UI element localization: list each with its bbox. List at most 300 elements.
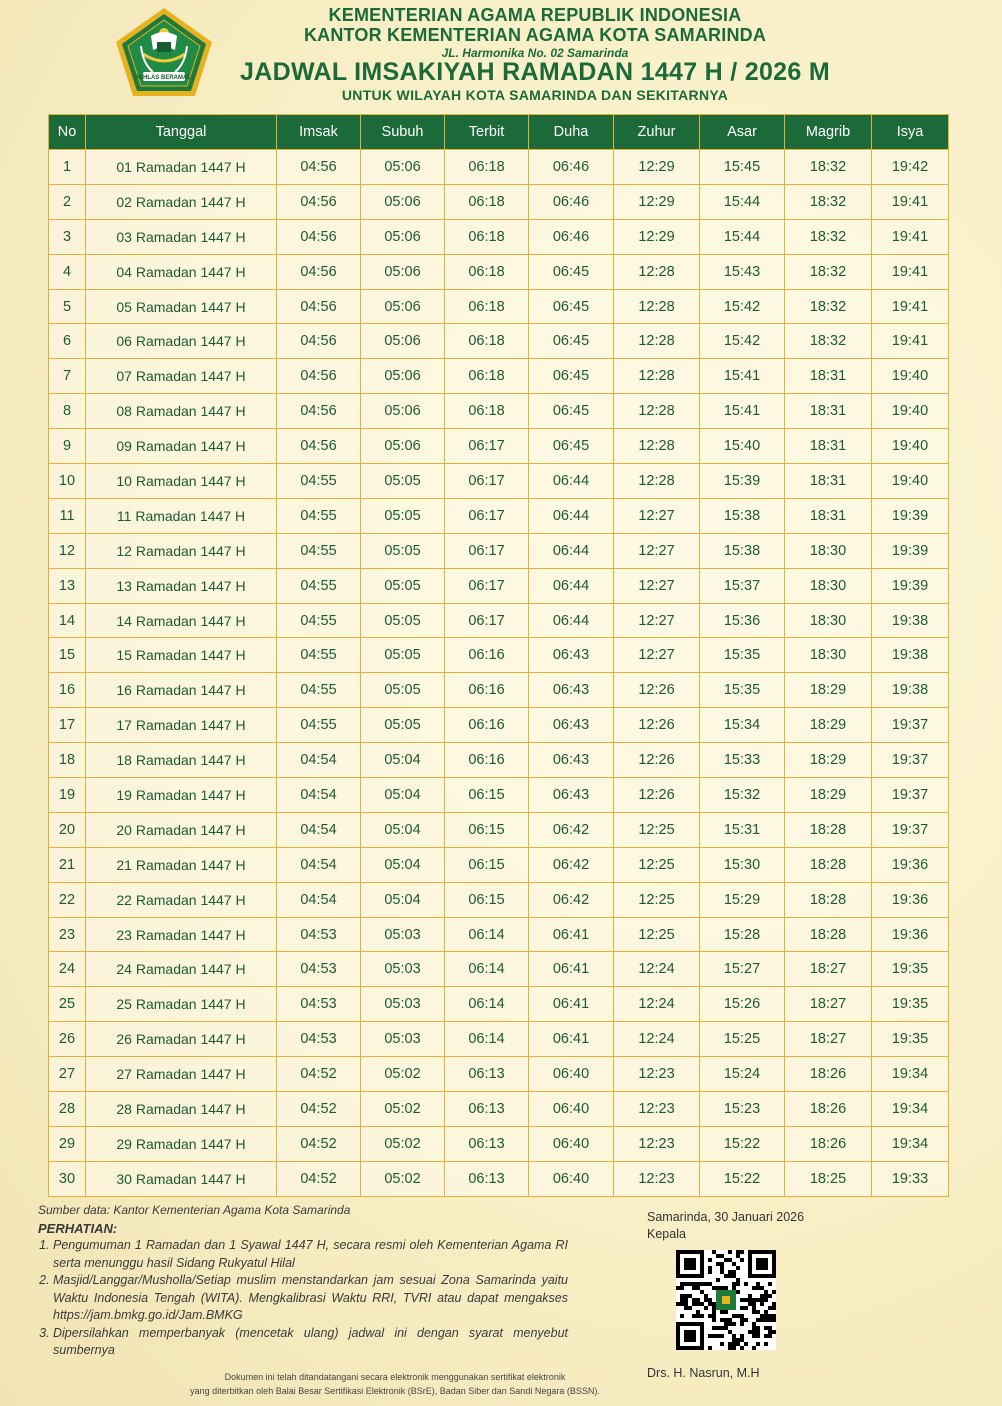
table-cell: 19:35: [872, 1022, 949, 1057]
table-cell: 18:30: [785, 533, 872, 568]
table-cell: 06:15: [445, 812, 529, 847]
table-cell: 28: [49, 1092, 86, 1127]
table-cell: 12:25: [614, 812, 700, 847]
table-row: [49, 150, 949, 185]
table-cell: 18:27: [785, 987, 872, 1022]
table-row: [49, 987, 949, 1022]
table-row: [49, 708, 949, 743]
table-cell: 18:28: [785, 882, 872, 917]
table-cell: 12:28: [614, 324, 700, 359]
table-cell: 06:43: [529, 743, 614, 778]
table-row: [49, 429, 949, 464]
table-cell: 19:36: [872, 882, 949, 917]
note-item: 3. Dipersilahkan memperbanyak (mencetak ulang) jadwal ini dengan syarat menyebut sumbernya: [53, 1325, 568, 1360]
table-cell: 18:30: [785, 603, 872, 638]
table-cell: 30 Ramadan 1447 H: [86, 1161, 277, 1196]
table-cell: 18:31: [785, 359, 872, 394]
notes-heading: PERHATIAN:: [38, 1220, 118, 1236]
table-cell: 05:06: [361, 429, 445, 464]
table-cell: 06:45: [529, 359, 614, 394]
table-cell: 15:44: [700, 219, 785, 254]
table-cell: 19:34: [872, 1092, 949, 1127]
table-cell: 19:37: [872, 812, 949, 847]
table-cell: 22 Ramadan 1447 H: [86, 882, 277, 917]
table-row: [49, 359, 949, 394]
table-row: [49, 812, 949, 847]
table-cell: 15:33: [700, 743, 785, 778]
schedule-subtitle: UNTUK WILAYAH KOTA SAMARINDA DAN SEKITARNYA: [341, 87, 729, 103]
table-cell: 26: [49, 1022, 86, 1057]
table-cell: 15:31: [700, 812, 785, 847]
table-cell: 18:32: [785, 254, 872, 289]
table-cell: 05 Ramadan 1447 H: [86, 289, 277, 324]
table-cell: 14 Ramadan 1447 H: [86, 603, 277, 638]
table-cell: 06:18: [445, 394, 529, 429]
table-cell: 12:28: [614, 464, 700, 499]
table-cell: 18:31: [785, 429, 872, 464]
column-header: Asar: [700, 115, 785, 150]
ministry-name: KEMENTERIAN AGAMA REPUBLIK INDONESIA: [328, 5, 742, 25]
table-row: [49, 219, 949, 254]
table-cell: 05:03: [361, 1022, 445, 1057]
table-cell: 04:56: [277, 359, 361, 394]
table-cell: 06:44: [529, 603, 614, 638]
table-cell: 06:14: [445, 1022, 529, 1057]
table-cell: 06:41: [529, 987, 614, 1022]
table-cell: 13 Ramadan 1447 H: [86, 568, 277, 603]
table-cell: 28 Ramadan 1447 H: [86, 1092, 277, 1127]
table-cell: 06:45: [529, 429, 614, 464]
table-cell: 23 Ramadan 1447 H: [86, 917, 277, 952]
table-cell: 04:53: [277, 1022, 361, 1057]
table-cell: 19:38: [872, 638, 949, 673]
table-cell: 05:05: [361, 708, 445, 743]
table-cell: 19:40: [872, 359, 949, 394]
table-cell: 04:55: [277, 464, 361, 499]
table-cell: 15:37: [700, 568, 785, 603]
column-header: Magrib: [785, 115, 872, 150]
table-cell: 15:42: [700, 324, 785, 359]
table-row: [49, 289, 949, 324]
table-cell: 18:30: [785, 568, 872, 603]
table-cell: 05:03: [361, 917, 445, 952]
table-cell: 06:17: [445, 429, 529, 464]
table-cell: 19:41: [872, 254, 949, 289]
table-cell: 05:05: [361, 568, 445, 603]
table-cell: 18:29: [785, 743, 872, 778]
table-cell: 18:26: [785, 1057, 872, 1092]
table-cell: 12:25: [614, 847, 700, 882]
table-cell: 06:45: [529, 289, 614, 324]
table-cell: 19:39: [872, 498, 949, 533]
table-cell: 19:34: [872, 1057, 949, 1092]
table-cell: 19:36: [872, 917, 949, 952]
table-cell: 18:32: [785, 289, 872, 324]
table-cell: 18:28: [785, 812, 872, 847]
table-cell: 08 Ramadan 1447 H: [86, 394, 277, 429]
table-cell: 18:29: [785, 673, 872, 708]
table-cell: 6: [49, 324, 86, 359]
table-cell: 05:04: [361, 882, 445, 917]
table-cell: 06:14: [445, 952, 529, 987]
table-cell: 05:06: [361, 289, 445, 324]
table-cell: 15:22: [700, 1161, 785, 1196]
table-row: [49, 847, 949, 882]
table-cell: 12:26: [614, 708, 700, 743]
table-cell: 15:30: [700, 847, 785, 882]
table-cell: 06:43: [529, 638, 614, 673]
table-cell: 12:28: [614, 359, 700, 394]
office-address: JL. Harmonika No. 02 Samarinda: [441, 46, 629, 60]
kemenag-logo: [113, 6, 215, 98]
table-cell: 18:28: [785, 917, 872, 952]
table-cell: 16: [49, 673, 86, 708]
table-cell: 12:28: [614, 429, 700, 464]
table-cell: 07 Ramadan 1447 H: [86, 359, 277, 394]
table-cell: 12:28: [614, 394, 700, 429]
table-cell: 06:41: [529, 1022, 614, 1057]
schedule-title: JADWAL IMSAKIYAH RAMADAN 1447 H / 2026 M: [240, 58, 830, 86]
logo-motto: IKHLAS BERAMAL: [137, 75, 191, 81]
table-cell: 26 Ramadan 1447 H: [86, 1022, 277, 1057]
table-cell: 04:56: [277, 219, 361, 254]
table-cell: 06:16: [445, 708, 529, 743]
table-cell: 06 Ramadan 1447 H: [86, 324, 277, 359]
table-header-row: [49, 115, 949, 150]
table-cell: 04:56: [277, 394, 361, 429]
table-cell: 04:52: [277, 1161, 361, 1196]
table-cell: 06:13: [445, 1161, 529, 1196]
table-cell: 10: [49, 464, 86, 499]
table-cell: 9: [49, 429, 86, 464]
table-cell: 04:53: [277, 987, 361, 1022]
table-row: [49, 673, 949, 708]
table-cell: 19:41: [872, 324, 949, 359]
column-header: Imsak: [277, 115, 361, 150]
table-cell: 12:23: [614, 1057, 700, 1092]
table-cell: 06:13: [445, 1092, 529, 1127]
table-cell: 30: [49, 1161, 86, 1196]
table-cell: 05:05: [361, 498, 445, 533]
table-cell: 19:37: [872, 778, 949, 813]
table-cell: 05:04: [361, 847, 445, 882]
sign-place-date: Samarinda, 30 Januari 2026: [647, 1210, 805, 1224]
table-cell: 04:55: [277, 708, 361, 743]
table-cell: 19:33: [872, 1161, 949, 1196]
table-cell: 04:55: [277, 603, 361, 638]
table-cell: 05:05: [361, 533, 445, 568]
column-header: Terbit: [445, 115, 529, 150]
table-cell: 15:38: [700, 533, 785, 568]
column-header: Duha: [529, 115, 614, 150]
table-row: [49, 1022, 949, 1057]
footer-line-1: Dokumen ini telah ditandatangani secara elektronik menggunakan sertifikat elektronik: [224, 1372, 566, 1382]
table-cell: 05:06: [361, 219, 445, 254]
table-cell: 18:26: [785, 1092, 872, 1127]
table-cell: 04:56: [277, 254, 361, 289]
table-cell: 11: [49, 498, 86, 533]
table-cell: 12:26: [614, 673, 700, 708]
table-cell: 04 Ramadan 1447 H: [86, 254, 277, 289]
table-row: [49, 743, 949, 778]
table-cell: 06:13: [445, 1057, 529, 1092]
table-cell: 04:53: [277, 917, 361, 952]
table-cell: 18:30: [785, 638, 872, 673]
table-cell: 05:02: [361, 1126, 445, 1161]
table-cell: 19:38: [872, 673, 949, 708]
table-cell: 27 Ramadan 1447 H: [86, 1057, 277, 1092]
table-cell: 06:18: [445, 219, 529, 254]
table-cell: 04:55: [277, 533, 361, 568]
table-cell: 27: [49, 1057, 86, 1092]
table-cell: 20: [49, 812, 86, 847]
table-cell: 29: [49, 1126, 86, 1161]
table-cell: 06:15: [445, 778, 529, 813]
table-cell: 06:15: [445, 847, 529, 882]
table-cell: 12:25: [614, 917, 700, 952]
table-row: [49, 1092, 949, 1127]
table-cell: 06:18: [445, 289, 529, 324]
table-cell: 18: [49, 743, 86, 778]
table-cell: 15:38: [700, 498, 785, 533]
table-cell: 12:27: [614, 498, 700, 533]
table-cell: 05:05: [361, 638, 445, 673]
table-cell: 22: [49, 882, 86, 917]
table-cell: 06:18: [445, 150, 529, 185]
table-cell: 06:42: [529, 847, 614, 882]
table-cell: 19:37: [872, 708, 949, 743]
table-cell: 19:35: [872, 952, 949, 987]
notes-list: [38, 1237, 568, 1360]
table-cell: 12:26: [614, 743, 700, 778]
table-cell: 06:44: [529, 568, 614, 603]
table-cell: 5: [49, 289, 86, 324]
table-cell: 18:25: [785, 1161, 872, 1196]
table-cell: 12:23: [614, 1092, 700, 1127]
table-cell: 05:06: [361, 150, 445, 185]
table-cell: 04:56: [277, 150, 361, 185]
table-cell: 06:15: [445, 882, 529, 917]
table-cell: 19:34: [872, 1126, 949, 1161]
table-cell: 12:23: [614, 1161, 700, 1196]
signer-name: Drs. H. Nasrun, M.H: [647, 1366, 760, 1380]
table-row: [49, 1126, 949, 1161]
table-cell: 12:27: [614, 533, 700, 568]
table-cell: 19:42: [872, 150, 949, 185]
table-cell: 18:32: [785, 219, 872, 254]
table-cell: 10 Ramadan 1447 H: [86, 464, 277, 499]
table-cell: 15:36: [700, 603, 785, 638]
table-cell: 04:56: [277, 289, 361, 324]
table-cell: 05:06: [361, 184, 445, 219]
table-cell: 13: [49, 568, 86, 603]
table-cell: 12:29: [614, 184, 700, 219]
table-row: [49, 533, 949, 568]
table-cell: 12:23: [614, 1126, 700, 1161]
table-cell: 3: [49, 219, 86, 254]
table-cell: 04:54: [277, 778, 361, 813]
table-row: [49, 882, 949, 917]
esign-footer: [130, 1370, 660, 1398]
table-cell: 15:23: [700, 1092, 785, 1127]
table-cell: 06:45: [529, 324, 614, 359]
sign-position: Kepala: [647, 1227, 686, 1241]
table-cell: 15:29: [700, 882, 785, 917]
table-cell: 06:45: [529, 254, 614, 289]
table-cell: 2: [49, 184, 86, 219]
table-cell: 12:29: [614, 219, 700, 254]
table-cell: 06:43: [529, 708, 614, 743]
table-cell: 04:55: [277, 673, 361, 708]
table-row: [49, 1057, 949, 1092]
table-row: [49, 394, 949, 429]
table-cell: 06:18: [445, 184, 529, 219]
table-cell: 12:24: [614, 987, 700, 1022]
table-cell: 06:40: [529, 1057, 614, 1092]
table-cell: 23: [49, 917, 86, 952]
table-cell: 04:54: [277, 743, 361, 778]
table-cell: 06:40: [529, 1092, 614, 1127]
table-cell: 15:43: [700, 254, 785, 289]
footer-line-2: yang diterbitkan oleh Balai Besar Sertifikasi Elektronik (BSrE), Badan Siber dan Sandi Negara (BSSN).: [190, 1386, 600, 1396]
table-row: [49, 184, 949, 219]
table-row: [49, 778, 949, 813]
table-cell: 06:43: [529, 778, 614, 813]
table-cell: 02 Ramadan 1447 H: [86, 184, 277, 219]
table-row: [49, 1161, 949, 1196]
table-cell: 04:56: [277, 324, 361, 359]
data-source: Sumber data: Kantor Kementerian Agama Kota Samarinda: [38, 1203, 351, 1217]
table-cell: 19 Ramadan 1447 H: [86, 778, 277, 813]
table-cell: 06:44: [529, 464, 614, 499]
imsakiyah-table: [48, 114, 949, 1197]
table-cell: 06:17: [445, 568, 529, 603]
table-row: [49, 568, 949, 603]
table-cell: 11 Ramadan 1447 H: [86, 498, 277, 533]
table-cell: 05:02: [361, 1057, 445, 1092]
table-cell: 06:17: [445, 533, 529, 568]
table-cell: 19:38: [872, 603, 949, 638]
table-cell: 05:05: [361, 603, 445, 638]
table-cell: 04:56: [277, 184, 361, 219]
table-cell: 04:53: [277, 952, 361, 987]
table-cell: 04:54: [277, 812, 361, 847]
table-cell: 7: [49, 359, 86, 394]
column-header: Tanggal: [86, 115, 277, 150]
table-cell: 06:16: [445, 673, 529, 708]
table-cell: 06:17: [445, 498, 529, 533]
table-cell: 05:05: [361, 673, 445, 708]
table-cell: 06:13: [445, 1126, 529, 1161]
note-item: 2. Masjid/Langgar/Musholla/Setiap muslim menstandarkan jam sesuai Zona Samarinda yaitu Waktu Indonesia Tengah (WITA). Mengkalibrasi Waktu RRI, TVRI atau dapat mengakses https://jam.bmkg.go.id/Jam.BMKG: [53, 1272, 568, 1325]
qr-code-icon: [676, 1250, 776, 1350]
table-cell: 29 Ramadan 1447 H: [86, 1126, 277, 1161]
table-cell: 06:17: [445, 464, 529, 499]
table-cell: 19:36: [872, 847, 949, 882]
table-cell: 04:55: [277, 638, 361, 673]
table-row: [49, 917, 949, 952]
table-cell: 15:35: [700, 673, 785, 708]
table-cell: 06:43: [529, 673, 614, 708]
table-row: [49, 464, 949, 499]
table-cell: 12: [49, 533, 86, 568]
table-cell: 15:32: [700, 778, 785, 813]
table-cell: 06:44: [529, 498, 614, 533]
column-header: Subuh: [361, 115, 445, 150]
table-cell: 04:52: [277, 1126, 361, 1161]
table-cell: 18:28: [785, 847, 872, 882]
table-cell: 12:27: [614, 568, 700, 603]
table-cell: 25 Ramadan 1447 H: [86, 987, 277, 1022]
table-cell: 06:41: [529, 952, 614, 987]
table-cell: 15:24: [700, 1057, 785, 1092]
table-cell: 12:26: [614, 778, 700, 813]
table-row: [49, 603, 949, 638]
table-row: [49, 498, 949, 533]
table-cell: 19:41: [872, 184, 949, 219]
table-cell: 18:27: [785, 952, 872, 987]
table-cell: 06:18: [445, 324, 529, 359]
table-cell: 03 Ramadan 1447 H: [86, 219, 277, 254]
table-cell: 15:39: [700, 464, 785, 499]
table-cell: 1: [49, 150, 86, 185]
table-cell: 18:26: [785, 1126, 872, 1161]
table-cell: 05:04: [361, 743, 445, 778]
table-cell: 06:16: [445, 638, 529, 673]
table-cell: 19:37: [872, 743, 949, 778]
table-cell: 19:39: [872, 568, 949, 603]
table-cell: 06:40: [529, 1161, 614, 1196]
table-cell: 06:14: [445, 917, 529, 952]
table-cell: 12:27: [614, 603, 700, 638]
table-cell: 17: [49, 708, 86, 743]
table-cell: 19:41: [872, 289, 949, 324]
table-cell: 18:29: [785, 708, 872, 743]
table-row: [49, 254, 949, 289]
table-cell: 05:02: [361, 1092, 445, 1127]
table-cell: 24: [49, 952, 86, 987]
table-cell: 06:41: [529, 917, 614, 952]
signature-block: [647, 1209, 804, 1243]
table-cell: 12:24: [614, 952, 700, 987]
note-item: 1. Pengumuman 1 Ramadan dan 1 Syawal 1447 H, secara resmi oleh Kementerian Agama RI serta menunggu hasil Sidang Rukyatul Hilal: [53, 1237, 568, 1272]
table-cell: 21 Ramadan 1447 H: [86, 847, 277, 882]
table-cell: 06:46: [529, 219, 614, 254]
table-cell: 15:44: [700, 184, 785, 219]
table-cell: 12:25: [614, 882, 700, 917]
table-cell: 06:45: [529, 394, 614, 429]
column-header: No: [49, 115, 86, 150]
table-cell: 05:03: [361, 952, 445, 987]
table-cell: 06:16: [445, 743, 529, 778]
table-cell: 19:40: [872, 394, 949, 429]
table-cell: 8: [49, 394, 86, 429]
table-cell: 05:04: [361, 812, 445, 847]
table-cell: 04:56: [277, 429, 361, 464]
table-cell: 15: [49, 638, 86, 673]
table-cell: 04:52: [277, 1057, 361, 1092]
table-cell: 19:40: [872, 429, 949, 464]
table-cell: 16 Ramadan 1447 H: [86, 673, 277, 708]
table-cell: 04:52: [277, 1092, 361, 1127]
table-cell: 15:42: [700, 289, 785, 324]
table-cell: 15 Ramadan 1447 H: [86, 638, 277, 673]
table-cell: 12:27: [614, 638, 700, 673]
table-cell: 19: [49, 778, 86, 813]
table-cell: 06:42: [529, 882, 614, 917]
table-cell: 21: [49, 847, 86, 882]
table-cell: 17 Ramadan 1447 H: [86, 708, 277, 743]
